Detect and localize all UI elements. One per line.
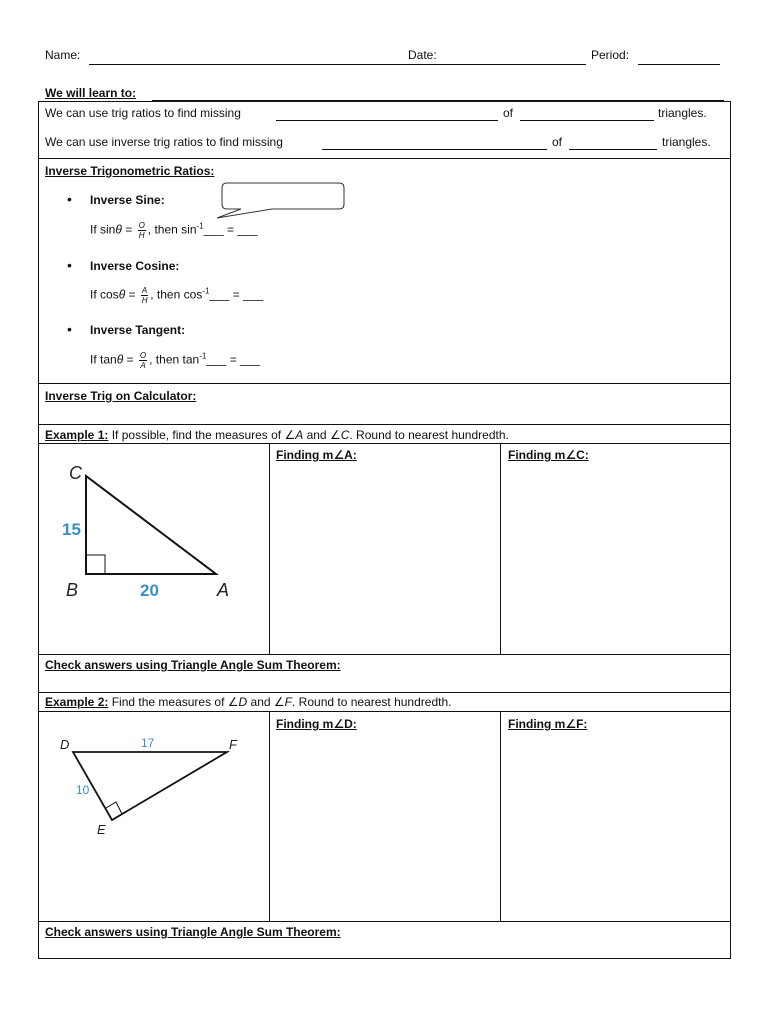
- tangent-sup: -1: [199, 351, 207, 361]
- vertex-a-label: A: [217, 580, 230, 600]
- cosine-theta: θ: [118, 287, 126, 302]
- example-2-prompt: [45, 695, 451, 709]
- finding-angle-c-label: Finding m∠C:: [508, 448, 589, 462]
- learn-line-2-blank-a[interactable]: [322, 135, 547, 150]
- sine-equals: =: [227, 222, 235, 237]
- sine-if: If sin: [90, 222, 116, 237]
- example-1-and: and: [303, 428, 330, 442]
- example-2-title: Example 2:: [45, 695, 109, 709]
- example-1-text: If possible, find the measures of: [111, 428, 285, 442]
- cosine-if: If cos: [90, 287, 119, 302]
- divider: [38, 424, 731, 425]
- sine-eq: =: [125, 222, 133, 237]
- sine-fraction: [138, 221, 146, 240]
- example-1-prompt: [45, 428, 509, 442]
- column-divider: [269, 711, 270, 921]
- cosine-equals: =: [232, 287, 240, 302]
- name-label: Name:: [45, 48, 81, 62]
- divider: [38, 443, 731, 444]
- bullet-icon: •: [67, 321, 72, 337]
- divider: [38, 921, 731, 922]
- example-1-angle-a: ∠A: [284, 428, 304, 442]
- example-1-check: Check answers using Triangle Angle Sum Theorem:: [45, 658, 341, 672]
- bullet-icon: •: [67, 257, 72, 273]
- sine-blank-2[interactable]: ___: [237, 222, 258, 237]
- period-label: Period:: [591, 48, 630, 62]
- tangent-den: A: [140, 361, 146, 370]
- finding-angle-d-label: Finding m∠D:: [276, 717, 357, 731]
- inverse-cosine-label: Inverse Cosine:: [90, 259, 180, 273]
- learn-line-1: [45, 106, 241, 120]
- learn-line-1-text: We can use trig ratios to find missing: [45, 106, 241, 120]
- sine-theta: θ: [115, 222, 122, 237]
- example-1-title: Example 1:: [45, 428, 109, 442]
- divider: [38, 383, 731, 384]
- example-2-angle-f: ∠F: [273, 695, 293, 709]
- column-divider: [500, 443, 501, 654]
- right-triangle-def: [55, 728, 245, 843]
- side-df-length: 17: [141, 736, 155, 750]
- inverse-tangent-formula: [90, 351, 260, 370]
- learn-title: We will learn to:: [45, 86, 137, 100]
- vertex-b-label: B: [66, 580, 79, 600]
- side-ab-length: 20: [140, 581, 159, 600]
- right-triangle-abc: [55, 455, 245, 605]
- example-2-rest: . Round to nearest hundredth.: [292, 695, 452, 709]
- divider: [38, 711, 731, 712]
- learn-line-2-text: We can use inverse trig ratios to find missing: [45, 135, 283, 149]
- example-2-text: Find the measures of: [111, 695, 228, 709]
- cosine-eq: =: [128, 287, 136, 302]
- column-divider: [500, 711, 501, 921]
- cosine-then: , then cos: [150, 287, 203, 302]
- inverse-tangent-label: Inverse Tangent:: [90, 323, 186, 337]
- speech-bubble[interactable]: [205, 182, 350, 222]
- tangent-blank-1[interactable]: ___: [206, 352, 227, 367]
- learn-line-1-blank-b[interactable]: [520, 106, 654, 121]
- example-1-angle-c: ∠C: [329, 428, 350, 442]
- learn-line-1-of: of: [503, 106, 514, 120]
- vertex-d-label: D: [60, 737, 70, 752]
- example-2-check: Check answers using Triangle Angle Sum Theorem:: [45, 925, 341, 939]
- learn-line-2: [45, 135, 283, 149]
- tangent-theta: θ: [116, 352, 124, 367]
- sine-sup: -1: [196, 221, 204, 231]
- tangent-blank-2[interactable]: ___: [240, 352, 261, 367]
- sine-then: , then sin: [147, 222, 197, 237]
- divider: [38, 158, 731, 159]
- example-2-angle-d: ∠D: [227, 695, 248, 709]
- example-1-rest: . Round to nearest hundredth.: [349, 428, 509, 442]
- tangent-equals: =: [229, 352, 237, 367]
- cosine-fraction: [141, 286, 148, 305]
- vertex-e-label: E: [97, 822, 106, 837]
- example-2-and: and: [247, 695, 274, 709]
- name-field[interactable]: [89, 50, 447, 65]
- learn-objective-field[interactable]: [152, 86, 724, 101]
- inverse-cosine-formula: [90, 286, 263, 305]
- inverse-sine-formula: [90, 221, 257, 240]
- cosine-den: H: [141, 296, 148, 305]
- finding-angle-a-label: Finding m∠A:: [276, 448, 357, 462]
- sine-blank-1[interactable]: ___: [203, 222, 224, 237]
- tangent-num: O: [139, 351, 147, 360]
- learn-line-1-blank-a[interactable]: [276, 106, 498, 121]
- learn-line-2-of: of: [552, 135, 563, 149]
- cosine-blank-1[interactable]: ___: [209, 287, 230, 302]
- tangent-fraction: [139, 351, 147, 370]
- learn-line-2-blank-b[interactable]: [569, 135, 657, 150]
- cosine-sup: -1: [202, 286, 210, 296]
- inverse-sine-label: Inverse Sine:: [90, 193, 165, 207]
- student-header: [45, 48, 725, 66]
- bullet-icon: •: [67, 191, 72, 207]
- finding-angle-f-label: Finding m∠F:: [508, 717, 588, 731]
- learn-line-2-end: triangles.: [662, 135, 711, 149]
- calculator-title: Inverse Trig on Calculator:: [45, 389, 197, 403]
- divider: [38, 654, 731, 655]
- side-bc-length: 15: [62, 520, 81, 539]
- tangent-then: , then tan: [149, 352, 200, 367]
- period-field[interactable]: [638, 50, 720, 65]
- tangent-eq: =: [126, 352, 134, 367]
- cosine-num: A: [141, 286, 148, 295]
- cosine-blank-2[interactable]: ___: [243, 287, 264, 302]
- date-field[interactable]: [445, 50, 586, 65]
- learn-line-1-end: triangles.: [658, 106, 707, 120]
- sine-den: H: [138, 231, 145, 240]
- tangent-if: If tan: [90, 352, 117, 367]
- column-divider: [269, 443, 270, 654]
- vertex-c-label: C: [69, 463, 82, 483]
- sine-num: O: [138, 221, 145, 230]
- date-label: Date:: [408, 48, 437, 62]
- vertex-f-label: F: [229, 737, 237, 752]
- side-de-length: 10: [76, 783, 90, 797]
- inverse-section-title: Inverse Trigonometric Ratios:: [45, 164, 215, 178]
- divider: [38, 692, 731, 693]
